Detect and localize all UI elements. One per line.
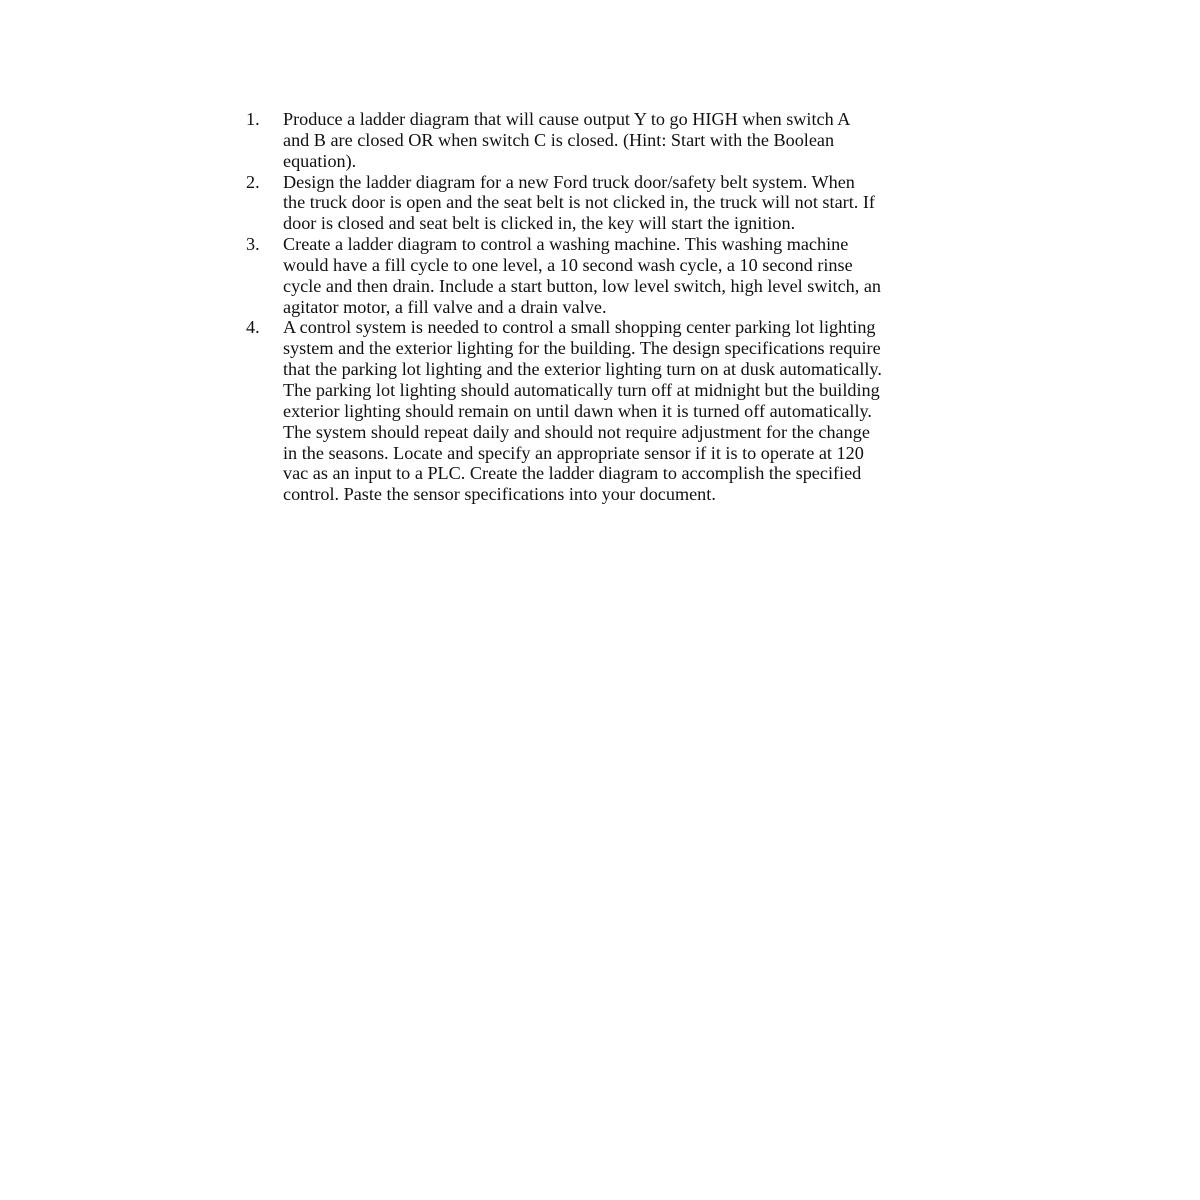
question-text: A control system is needed to control a small shopping center parking lot lighting system and the exterior lighting for the building. The design specifications require that the parking lot lighting and the exterior lighting turn on at dusk automatically. The parking lot lighting should automatically turn off at midnight but the building exterior lighting should remain on until dawn when it is turned off automatically. The system should repeat daily and should not require adjustment for the change in the seasons. Locate and specify an appropriate sensor if it is to operate at 120 vac as an input to a PLC. Create the ladder diagram to accomplish the specified control. Paste the sensor specifications into your document. [283, 317, 882, 505]
question-text: Create a ladder diagram to control a washing machine. This washing machine would have a fill cycle to one level, a 10 second wash cycle, a 10 second rinse cycle and then drain. Include a start button, low level switch, high level switch, an agitator motor, a fill valve and a drain valve. [283, 234, 881, 317]
question-text: Design the ladder diagram for a new Ford truck door/safety belt system. When the truck door is open and the seat belt is not clicked in, the truck will not start. If door is closed and seat belt is clicked in, the key will start the ignition. [283, 171, 875, 234]
question-item-4 [246, 317, 1076, 505]
question-text: Produce a ladder diagram that will cause output Y to go HIGH when switch A and B are closed OR when switch C is closed. (Hint: Start with the Boolean equation). [283, 109, 851, 171]
question-list [246, 109, 1076, 505]
question-item-2 [246, 172, 1076, 235]
question-number: 1. [246, 109, 260, 129]
question-number: 2. [246, 171, 260, 192]
question-number: 4. [246, 317, 260, 338]
question-item-1 [246, 109, 1076, 172]
question-item-3 [246, 234, 1076, 317]
question-number: 3. [246, 234, 260, 255]
